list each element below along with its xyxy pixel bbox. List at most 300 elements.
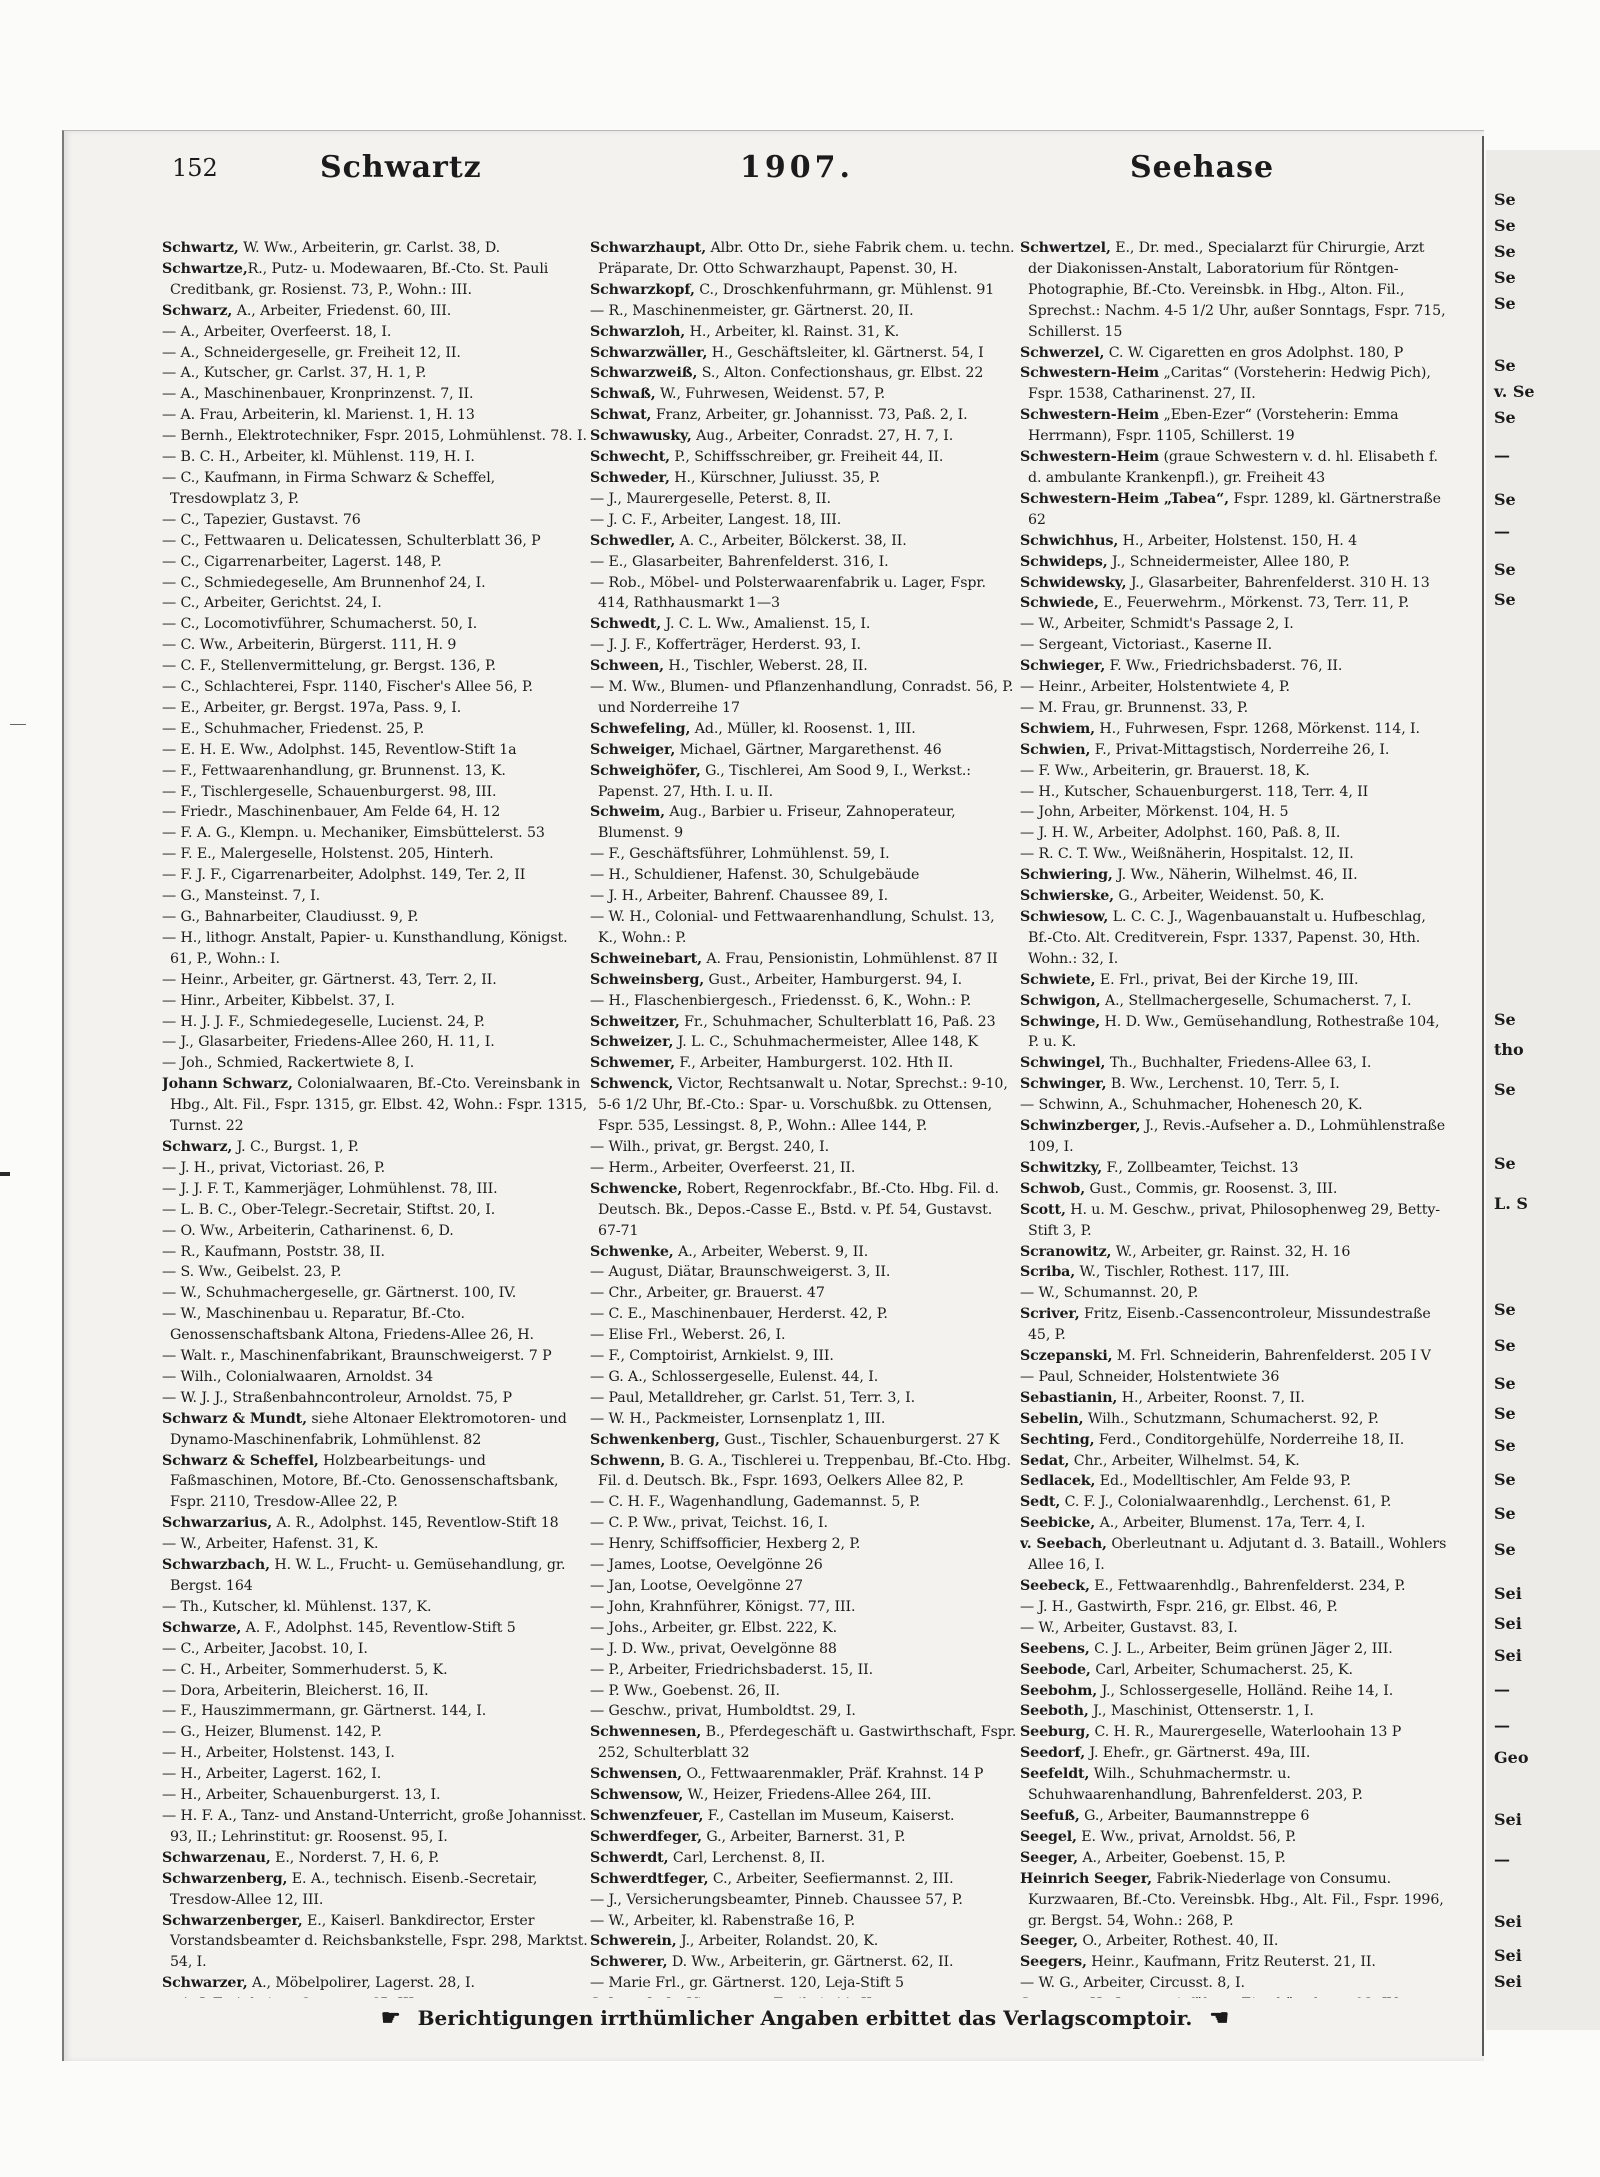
entry-details: — S. Ww., Geibelst. 23, P. (162, 1264, 342, 1281)
directory-entry (1020, 1513, 1452, 1534)
directory-entry (162, 1639, 588, 1660)
entry-details: C. H. R., Maurergeselle, Waterloohain 13 P (1090, 1724, 1402, 1741)
entry-surname: Schwartze, (162, 260, 248, 277)
directory-entry (1020, 1869, 1452, 1932)
directory-entry (590, 1283, 1018, 1304)
directory-entry (1020, 1660, 1452, 1681)
directory-entry (590, 1179, 1018, 1242)
directory-entry (162, 991, 588, 1012)
entry-details: — C., Schlachterei, Fspr. 1140, Fischer's Allee 56, P. (162, 679, 533, 696)
entry-details: H. W. L., Frucht- u. Gemüsehandlung, gr. Bergst. 164 (170, 1557, 566, 1594)
facing-page-fragment: Se (1494, 1010, 1516, 1029)
facing-page-fragment: Se (1494, 1436, 1516, 1455)
entry-details: „Eben-Ezer“ (Vorsteherin: Emma Herrmann), Fspr. 1105, Schillerst. 19 (1028, 407, 1399, 445)
facing-page-fragment: Se (1494, 408, 1516, 427)
entry-details: C., Arbeiter, Seefiermannst. 2, III. (708, 1870, 954, 1887)
entry-surname: Schweizer, (590, 1034, 674, 1051)
entry-details: — J. C. F., Arbeiter, Langest. 18, III. (590, 511, 842, 528)
entry-surname: Schwarzbach, (162, 1557, 270, 1574)
entry-details: O., Fettwaarenmakler, Präf. Krahnst. 14 P (682, 1766, 984, 1783)
entry-details: Fritz, Eisenb.-Cassencontroleur, Missundestraße 45, P. (1028, 1306, 1431, 1344)
directory-entry (162, 301, 588, 322)
directory-column-1 (162, 238, 588, 1998)
directory-entry (1020, 844, 1452, 865)
directory-entry (590, 1032, 1018, 1053)
directory-entry (590, 1388, 1018, 1409)
directory-entry (590, 1869, 1018, 1890)
entry-details: C., Droschkenfuhrmann, gr. Mühlenst. 91 (694, 281, 995, 298)
entry-surname: Sebelin, (1020, 1410, 1084, 1427)
entry-surname: Schwarzer, (162, 1975, 248, 1992)
directory-entry (1020, 1534, 1452, 1576)
entry-details: D. Ww., Arbeiterin, gr. Gärtnerst. 62, II. (667, 1954, 954, 1971)
entry-surname: Seeboth, (1020, 1703, 1089, 1720)
facing-page-fragment: Se (1494, 590, 1516, 609)
entry-surname: Schwob, (1020, 1180, 1086, 1197)
directory-entry (1020, 363, 1452, 405)
entry-surname: Schwartz, (162, 240, 239, 256)
directory-entry (162, 844, 588, 865)
entry-surname: Seeger, (1020, 1933, 1078, 1950)
directory-entry (162, 656, 588, 677)
entry-surname: Schwenke, (590, 1243, 674, 1260)
directory-entry (162, 343, 588, 364)
entry-details: — R. C. T. Ww., Weißnäherin, Hospitalst. 12, II. (1020, 846, 1354, 863)
entry-details: — H., Arbeiter, Lagerst. 162, I. (162, 1766, 382, 1783)
entry-details: Wilh., Schuhmachermstr. u. Schuhwaarenhandlung, Bahrenfelderst. 203, P. (1028, 1766, 1363, 1804)
directory-entry (590, 886, 1018, 907)
entry-details: H., Arbeiter, Holstenst. 150, H. 4 (1118, 532, 1357, 549)
directory-entry (162, 1806, 588, 1848)
facing-page-fragment: Sei (1494, 1646, 1522, 1665)
entry-details: H. u. M. Geschw., privat, Philosophenweg 29, Betty-Stift 3, P. (1028, 1201, 1440, 1239)
facing-page-fragment: Se (1494, 1336, 1516, 1355)
directory-entry (590, 1952, 1018, 1973)
entry-surname: Schwarzenau, (162, 1849, 271, 1866)
directory-entry (162, 1681, 588, 1702)
directory-entry (1020, 1158, 1452, 1179)
directory-entry (162, 1785, 588, 1806)
directory-entry (1020, 677, 1452, 698)
entry-details: — Johs., Arbeiter, gr. Elbst. 222, K. (590, 1619, 838, 1636)
directory-entry (1020, 1576, 1452, 1597)
entry-details: Gust., Arbeiter, Hamburgerst. 94, I. (704, 971, 963, 988)
directory-entry (162, 1388, 588, 1409)
entry-details: R., Putz- u. Modewaaren, Bf.-Cto. St. Pauli Creditbank, gr. Rosienst. 73, P., Wohn.: III. (170, 260, 549, 298)
entry-details: — Marie Frl., gr. Gärtnerst. 120, Leja-Stift 5 (590, 1975, 904, 1992)
entry-details: B. G. A., Tischlerei u. Treppenbau, Bf.-Cto. Hbg. Fil. d. Deutsch. Bk., Fspr. 1693, Oelkers Allee 82, P. (598, 1452, 1011, 1490)
entry-details: H. D. Ww., Gemüsehandlung, Rothestraße 104, P. u. K. (1028, 1013, 1440, 1051)
directory-entry (590, 1555, 1018, 1576)
facing-page-fragment: Se (1494, 1300, 1516, 1319)
entry-details: — Herm., Arbeiter, Overfeerst. 21, II. (590, 1159, 856, 1176)
entry-details: A., Arbeiter, Goebenst. 15, P. (1077, 1849, 1286, 1866)
entry-details: — P., Arbeiter, Friedrichsbaderst. 15, II. (590, 1661, 873, 1678)
facing-page-fragment: — (1494, 522, 1510, 541)
directory-entry (590, 761, 1018, 803)
entry-details: — C., Locomotivführer, Schumacherst. 50, I. (162, 616, 478, 633)
entry-details: A., Stellmachergeselle, Schumacherst. 7, I. (1100, 992, 1412, 1009)
entry-details: — W., Schuhmachergeselle, gr. Gärtnerst. 100, IV. (162, 1285, 517, 1302)
entry-details: — F. A. G., Klempn. u. Mechaniker, Eimsbüttelerst. 53 (162, 825, 545, 842)
directory-entry (1020, 1492, 1452, 1513)
entry-details: Ed., Modelltischler, Am Felde 93, P. (1095, 1473, 1351, 1490)
entry-details: — Geschw., privat, Humboldtst. 29, I. (590, 1703, 856, 1720)
facing-page-fragment: — (1494, 446, 1510, 465)
directory-entry (162, 1221, 588, 1242)
directory-entry (590, 552, 1018, 573)
entry-details: S., Alton. Confectionshaus, gr. Elbst. 22 (697, 365, 984, 382)
directory-entry (162, 1513, 588, 1534)
entry-details: E. Ww., privat, Arnoldst. 56, P. (1076, 1828, 1297, 1845)
entry-details: J. C., Burgst. 1, P. (232, 1138, 359, 1155)
entry-surname: Schwierske, (1020, 888, 1114, 905)
directory-entry (590, 1451, 1018, 1493)
entry-surname: Schwiem, (1020, 720, 1095, 737)
entry-details: — Schwinn, A., Schuhmacher, Hohenesch 20, K. (1020, 1097, 1363, 1114)
entry-details: — F., Comptoirist, Arnkielst. 9, III. (590, 1348, 834, 1365)
entry-surname: Scott, (1020, 1201, 1066, 1218)
entry-surname: Schwerer, (590, 1954, 668, 1971)
entry-details: F., Castellan im Museum, Kaiserst. (703, 1807, 955, 1824)
facing-page-fragment: Se (1494, 1504, 1516, 1523)
facing-page-fragment: Sei (1494, 1946, 1522, 1965)
entry-details: A. Frau, Pensionistin, Lohmühlenst. 87 II (701, 950, 998, 967)
directory-entry (162, 677, 588, 698)
entry-surname: Schwensen, (590, 1766, 683, 1783)
entry-details: — C. H., Arbeiter, Sommerhuderst. 5, K. (162, 1661, 448, 1678)
directory-entry (590, 1618, 1018, 1639)
directory-entry (590, 740, 1018, 761)
facing-page-fragment: — (1494, 1680, 1510, 1699)
directory-entry (1020, 1304, 1452, 1346)
entry-details: — Jan, Lootse, Oevelgönne 27 (590, 1578, 803, 1594)
entry-details: — Th., Kutscher, kl. Mühlenst. 137, K. (162, 1598, 432, 1615)
entry-details: — W., Arbeiter, Schmidt's Passage 2, I. (1020, 616, 1294, 633)
directory-entry (1020, 656, 1452, 677)
entry-surname: Schwarzwäller, (590, 344, 708, 361)
directory-entry (590, 322, 1018, 343)
entry-details: — Sergeant, Victoriast., Kaserne II. (1020, 637, 1273, 654)
entry-details: — J., Maurergeselle, Peterst. 8, II. (590, 490, 831, 507)
directory-entry (162, 698, 588, 719)
entry-details: B., Pferdegeschäft u. Gastwirthschaft, Fspr. 252, Schulterblatt 32 (598, 1724, 1017, 1762)
entry-details: H., Geschäftsleiter, kl. Gärtnerst. 54, I (707, 344, 984, 361)
entry-surname: Schwieger, (1020, 658, 1106, 675)
directory-entry (1020, 865, 1452, 886)
entry-surname: Schwedt, (590, 616, 662, 633)
facing-page-fragment: Se (1494, 294, 1516, 313)
directory-entry (590, 280, 1018, 301)
directory-entry (162, 1032, 588, 1053)
directory-entry (162, 1848, 588, 1869)
entry-details: Victor, Rechtsanwalt u. Notar, Sprechst.: 9-10, 5-6 1/2 Uhr, Bf.-Cto.: Spar- u. Vorschußbk. zu Ottensen, Fspr. 535, Lessingst. 8, P., Wohn.: Allee 144, P. (598, 1076, 1008, 1135)
entry-details: A. C., Arbeiter, Bölckerst. 38, II. (675, 532, 907, 549)
entry-details: — E., Schuhmacher, Friedenst. 25, P. (162, 720, 425, 737)
directory-entry (162, 1158, 588, 1179)
directory-entry (590, 1827, 1018, 1848)
entry-surname: Schwiesow, (1020, 909, 1109, 925)
facing-page-fragment: v. Se (1494, 382, 1535, 401)
directory-entry (162, 1451, 588, 1514)
directory-entry (1020, 761, 1452, 782)
entry-details: G., Arbeiter, Weidenst. 50, K. (1114, 888, 1325, 905)
directory-entry (1020, 1116, 1452, 1158)
entry-details: — F., Fettwaarenhandlung, gr. Brunnenst. 13, K. (162, 762, 506, 779)
directory-entry (162, 740, 588, 761)
facing-page-fragment: Sei (1494, 1614, 1522, 1633)
directory-entry (1020, 635, 1452, 656)
directory-entry (1020, 1639, 1452, 1660)
entry-surname: Schwenkenberg, (590, 1431, 720, 1448)
directory-entry (1020, 1451, 1452, 1472)
facing-page-fragment: Se (1494, 242, 1516, 261)
entry-details: — H., lithogr. Anstalt, Papier- u. Kunsthandlung, Königst. 61, P., Wohn.: I. (162, 929, 568, 967)
directory-entry (590, 1534, 1018, 1555)
entry-surname: Scriver, (1020, 1306, 1080, 1323)
directory-entry (1020, 1262, 1452, 1283)
entry-details: — W. H., Packmeister, Lornsenplatz 1, III. (590, 1410, 886, 1427)
entry-details: — J. J. F. T., Kammerjäger, Lohmühlenst. 78, III. (162, 1180, 498, 1197)
entry-details: — C., Fettwaaren u. Delicatessen, Schulterblatt 36, P (162, 532, 541, 549)
entry-surname: Seegers, (1020, 1954, 1087, 1971)
directory-entry (1020, 1346, 1452, 1367)
directory-entry (590, 614, 1018, 635)
directory-entry (1020, 1994, 1452, 1998)
entry-details: siehe Altonaer Elektromotoren- und Dynamo-Maschinenfabrik, Lohmühlenst. 82 (170, 1410, 567, 1448)
directory-entry (162, 1618, 588, 1639)
directory-entry (590, 1430, 1018, 1451)
entry-details: Fspr. 1289, kl. Gärtnerstraße 62 (1028, 490, 1441, 528)
directory-entry (590, 1890, 1018, 1911)
facing-page-fragment: Se (1494, 1374, 1516, 1393)
directory-entry (590, 384, 1018, 405)
directory-entry (1020, 1430, 1452, 1451)
entry-details: F., Zollbeamter, Teichst. 13 (1102, 1159, 1299, 1176)
entry-details: — Rob., Möbel- und Polsterwaarenfabrik u. Lager, Fspr. 414, Rathhausmarkt 1—3 (590, 574, 986, 612)
entry-surname (590, 1996, 683, 1998)
directory-entry (1020, 531, 1452, 552)
entry-details: Carl, Lerchenst. 8, II. (668, 1849, 826, 1866)
entry-details (1085, 1996, 1397, 1998)
directory-entry (1020, 1012, 1452, 1054)
entry-details: — John, Arbeiter, Mörkenst. 104, H. 5 (1020, 804, 1289, 821)
entry-details: — E., Glasarbeiter, Bahrenfelderst. 316, I. (590, 553, 889, 570)
entry-surname: Schwemer, (590, 1055, 675, 1072)
entry-surname: Schweim, (590, 804, 665, 821)
directory-entry (1020, 823, 1452, 844)
entry-details: Robert, Regenrockfabr., Bf.-Cto. Hbg. Fil. d. Deutsch. Bk., Depos.-Casse E., Bstd. v. Pf. 54, Gustavst. 67-71 (598, 1180, 999, 1239)
entry-surname: Schweder, (590, 469, 670, 486)
entry-surname: Schwaß, (590, 386, 656, 403)
entry-details: — A., Schneidergeselle, gr. Freiheit 12, II. (162, 344, 461, 361)
margin-mark (0, 1172, 10, 1176)
page-footer (355, 2005, 1255, 2035)
directory-entry (590, 970, 1018, 991)
entry-details (162, 1996, 418, 1998)
directory-entry (162, 1701, 588, 1722)
entry-details: H., Kürschner, Juliusst. 35, P. (669, 469, 881, 486)
directory-entry (1020, 1471, 1452, 1492)
entry-details: — Heinr., Arbeiter, gr. Gärtnerst. 43, Terr. 2, II. (162, 971, 497, 988)
directory-entry (590, 363, 1018, 384)
directory-entry (590, 677, 1018, 719)
entry-surname: Schwecht, (590, 449, 670, 466)
entry-details: „Caritas“ (Vorsteherin: Hedwig Pich), Fspr. 1538, Catharinenst. 27, II. (1028, 365, 1431, 403)
directory-entry (162, 1994, 588, 1998)
directory-entry (590, 1848, 1018, 1869)
directory-entry (590, 656, 1018, 677)
entry-details: — J. J. F., Kofferträger, Herderst. 93, I. (590, 637, 861, 654)
entry-details: Franz, Arbeiter, gr. Johannisst. 73, Paß. 2, I. (651, 407, 968, 424)
entry-surname: Schwat, (590, 407, 652, 424)
entry-details: C. F. J., Colonialwaarenhdlg., Lerchenst. 61, P. (1060, 1494, 1392, 1511)
entry-details: W. Ww., Arbeiterin, gr. Carlst. 38, D. (238, 240, 501, 256)
facing-page-fragment: Sei (1494, 1810, 1522, 1829)
directory-entry (162, 823, 588, 844)
directory-entry (162, 405, 588, 426)
entry-details: — Friedr., Maschinenbauer, Am Felde 64, H. 12 (162, 804, 501, 821)
entry-surname: Scriba, (1020, 1264, 1076, 1281)
entry-details: — C. F., Stellenvermittelung, gr. Bergst. 136, P. (162, 658, 496, 675)
entry-surname: Schwarz & Scheffel, (162, 1452, 319, 1469)
directory-entry (162, 1973, 588, 1994)
entry-details: Chr., Arbeiter, Wilhelmst. 54, K. (1069, 1452, 1300, 1469)
entry-details: — W., Arbeiter, Hafenst. 31, K. (162, 1536, 379, 1553)
directory-entry (162, 802, 588, 823)
directory-entry (1020, 1764, 1452, 1806)
entry-details: A. R., Adolphst. 145, Reventlow-Stift 18 (272, 1515, 559, 1532)
entry-surname: Schwedler, (590, 532, 676, 549)
entry-surname: v. Seebach, (1020, 1536, 1107, 1553)
entry-surname: Sebastianin, (1020, 1389, 1118, 1406)
directory-entry (1020, 1743, 1452, 1764)
directory-entry (162, 552, 588, 573)
entry-surname: Schwarzloh, (590, 323, 686, 340)
page-gutter (1482, 136, 1484, 2056)
directory-entry (162, 1200, 588, 1221)
entry-details: F., Privat-Mittagstisch, Norderreihe 26, I. (1090, 741, 1390, 758)
facing-page-fragment: Se (1494, 1154, 1516, 1173)
directory-entry (590, 238, 1018, 280)
directory-entry (590, 426, 1018, 447)
page-number: 152 (172, 154, 218, 182)
entry-surname: Schwien, (1020, 741, 1091, 758)
directory-entry (162, 426, 588, 447)
entry-details: (graue Schwestern v. d. hl. Elisabeth f. d. ambulante Krankenpfl.), gr. Freiheit 43 (1028, 449, 1438, 486)
entry-details: Holzbearbeitungs- und Faßmaschinen, Motore, Bf.-Cto. Genossenschaftsbank, Fspr. 2110, Tresdow-Allee 22, P. (170, 1452, 559, 1511)
margin-mark (10, 724, 26, 725)
directory-entry (1020, 1283, 1452, 1304)
footer-notice: Berichtigungen irrthümlicher Angaben erbittet das Verlagscomptoir. (417, 2006, 1193, 2030)
entry-surname: Scranowitz, (1020, 1243, 1112, 1260)
directory-entry (162, 1764, 588, 1785)
directory-entry (590, 844, 1018, 865)
entry-surname: Seebens, (1020, 1640, 1090, 1657)
directory-entry (1020, 1388, 1452, 1409)
entry-details: J. C. L. Ww., Amalienst. 15, I. (661, 616, 871, 633)
entry-details: — Paul, Schneider, Holstentwiete 36 (1020, 1368, 1280, 1385)
entry-surname: Schwestern-Heim (1020, 449, 1160, 466)
entry-surname: Schweighöfer, (590, 762, 701, 779)
directory-entry (162, 573, 588, 594)
entry-details: J. L. C., Schuhmachermeister, Allee 148, K (673, 1034, 979, 1051)
directory-entry (162, 761, 588, 782)
directory-entry (162, 1597, 588, 1618)
facing-page-fragment: — (1494, 1850, 1510, 1869)
directory-entry (1020, 970, 1452, 991)
entry-details: — F., Hauszimmermann, gr. Gärtnerst. 144, I. (162, 1703, 487, 1720)
directory-entry (590, 1660, 1018, 1681)
directory-entry (162, 1869, 588, 1911)
entry-surname: Seeger, (1020, 1849, 1078, 1866)
entry-details: — A., Maschinenbauer, Kronprinzenst. 7, II. (162, 386, 474, 403)
entry-surname: Schwarzenberg, (162, 1870, 288, 1887)
entry-details: — M. Ww., Blumen- und Pflanzenhandlung, Conradst. 56, P. und Norderreihe 17 (590, 679, 1014, 716)
entry-surname: Heinrich Seeger, (1020, 1870, 1152, 1887)
entry-details: G., Arbeiter, Barnerst. 31, P. (702, 1828, 906, 1845)
directory-entry (590, 1513, 1018, 1534)
directory-entry (590, 949, 1018, 970)
entry-details: — C., Arbeiter, Gerichtst. 24, I. (162, 595, 382, 612)
entry-surname: Schweiger, (590, 741, 676, 758)
directory-entry (590, 405, 1018, 426)
directory-entry (590, 1492, 1018, 1513)
entry-details: — Elise Frl., Weberst. 26, I. (590, 1327, 786, 1344)
entry-details: F., Arbeiter, Hamburgerst. 102. Hth II. (674, 1055, 954, 1072)
entry-details: — C., Arbeiter, Jacobst. 10, I. (162, 1640, 368, 1657)
directory-entry (1020, 1409, 1452, 1430)
directory-entry (162, 1722, 588, 1743)
entry-surname: Schwarz, (162, 1138, 233, 1155)
entry-details: Michael, Gärtner, Margarethenst. 46 (675, 741, 942, 758)
directory-entry (590, 1931, 1018, 1952)
directory-entry (162, 719, 588, 740)
directory-entry (162, 531, 588, 552)
directory-entry (590, 1304, 1018, 1325)
entry-surname: Schwinger, (1020, 1076, 1107, 1093)
entry-details: L. C. C. J., Wagenbauanstalt u. Hufbeschlag, Bf.-Cto. Alt. Creditverein, Fspr. 1337, Papenst. 30, Hth. Wohn.: 32, I. (1028, 909, 1426, 967)
directory-entry (162, 1743, 588, 1764)
directory-entry (162, 1534, 588, 1555)
entry-details: — J. H. W., Arbeiter, Adolphst. 160, Paß. 8, II. (1020, 825, 1341, 842)
entry-details: A., Arbeiter, Weberst. 9, II. (673, 1243, 869, 1260)
entry-details: — W. H., Colonial- und Fettwaarenhandlung, Schulst. 13, K., Wohn.: P. (590, 909, 995, 946)
directory-entry (162, 1262, 588, 1283)
directory-entry (1020, 614, 1452, 635)
entry-details: — A. Frau, Arbeiterin, kl. Marienst. 1, H. 13 (162, 407, 475, 424)
directory-entry (590, 1722, 1018, 1764)
directory-entry (162, 1179, 588, 1200)
entry-details: Gust., Commis, gr. Roosenst. 3, III. (1085, 1180, 1338, 1197)
directory-entry (590, 301, 1018, 322)
entry-details: — C., Schmiedegeselle, Am Brunnenhof 24, I. (162, 574, 486, 591)
facing-page-fragment: Se (1494, 490, 1516, 509)
entry-surname: Schwarz & Mundt, (162, 1410, 307, 1427)
directory-entry (162, 614, 588, 635)
entry-details: — P. Ww., Goebenst. 26, II. (590, 1682, 780, 1699)
entry-details: J., Arbeiter, Rolandst. 20, K. (676, 1933, 879, 1950)
entry-surname: Schwenn, (590, 1452, 666, 1469)
entry-surname: Johann Schwarz, (162, 1076, 293, 1093)
entry-surname: Schwerein, (590, 1933, 677, 1950)
directory-entry (1020, 1074, 1452, 1095)
directory-entry (1020, 782, 1452, 803)
directory-entry (162, 447, 588, 468)
entry-surname: Schwennesen, (590, 1724, 702, 1741)
entry-details: — G., Heizer, Blumenst. 142, P. (162, 1724, 382, 1741)
entry-details: G., Arbeiter, Baumannstreppe 6 (1079, 1807, 1310, 1824)
